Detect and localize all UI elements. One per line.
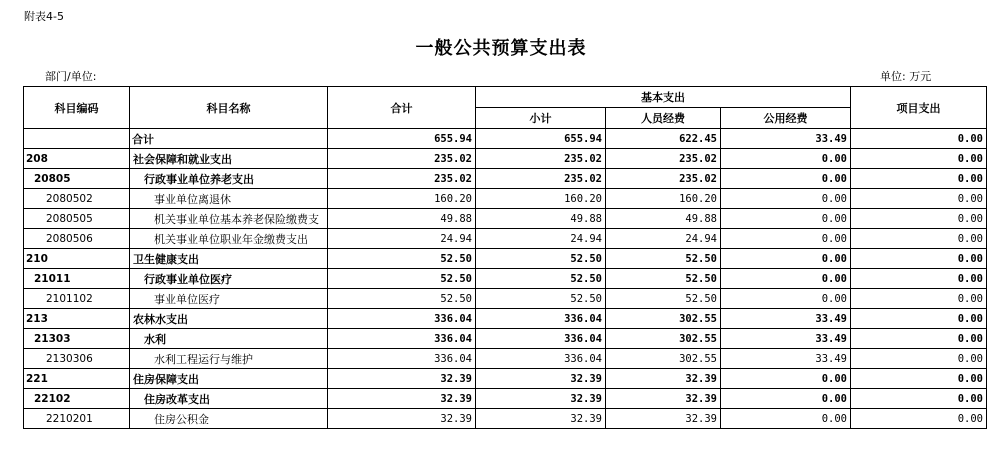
cell-subtotal: 52.50 — [476, 249, 606, 269]
cell-subtotal: 336.04 — [476, 329, 606, 349]
cell-personnel: 32.39 — [606, 409, 721, 429]
cell-name: 水利 — [130, 329, 328, 349]
cell-name: 事业单位医疗 — [130, 289, 328, 309]
cell-project: 0.00 — [851, 349, 987, 369]
cell-name: 合计 — [130, 129, 328, 149]
cell-personnel: 52.50 — [606, 289, 721, 309]
cell-project: 0.00 — [851, 229, 987, 249]
cell-total: 655.94 — [328, 129, 476, 149]
cell-code — [24, 129, 130, 149]
table-row — [24, 229, 987, 249]
cell-public: 0.00 — [721, 229, 851, 249]
cell-total: 32.39 — [328, 389, 476, 409]
header-personnel: 人员经费 — [606, 108, 721, 129]
cell-project: 0.00 — [851, 409, 987, 429]
header-project: 项目支出 — [851, 87, 987, 129]
cell-public: 33.49 — [721, 349, 851, 369]
cell-code: 210 — [24, 249, 130, 269]
cell-name: 社会保障和就业支出 — [130, 149, 328, 169]
header-code: 科目编码 — [24, 87, 130, 129]
cell-public: 33.49 — [721, 129, 851, 149]
cell-public: 0.00 — [721, 289, 851, 309]
cell-subtotal: 52.50 — [476, 269, 606, 289]
table-row-total — [24, 129, 987, 149]
cell-total: 24.94 — [328, 229, 476, 249]
cell-name: 住房改革支出 — [130, 389, 328, 409]
header-total: 合计 — [328, 87, 476, 129]
cell-public: 33.49 — [721, 329, 851, 349]
cell-public: 0.00 — [721, 249, 851, 269]
cell-total: 160.20 — [328, 189, 476, 209]
cell-code: 208 — [24, 149, 130, 169]
cell-public: 33.49 — [721, 309, 851, 329]
cell-name: 事业单位离退休 — [130, 189, 328, 209]
cell-project: 0.00 — [851, 209, 987, 229]
cell-public: 0.00 — [721, 409, 851, 429]
cell-personnel: 49.88 — [606, 209, 721, 229]
table-row — [24, 189, 987, 209]
cell-subtotal: 32.39 — [476, 409, 606, 429]
cell-project: 0.00 — [851, 329, 987, 349]
cell-name: 机关事业单位基本养老保险缴费支 — [130, 209, 328, 229]
cell-public: 0.00 — [721, 269, 851, 289]
cell-name: 机关事业单位职业年金缴费支出 — [130, 229, 328, 249]
cell-code: 21303 — [24, 329, 130, 349]
cell-total: 32.39 — [328, 369, 476, 389]
table-row — [24, 249, 987, 269]
cell-name: 住房公积金 — [130, 409, 328, 429]
cell-subtotal: 24.94 — [476, 229, 606, 249]
cell-project: 0.00 — [851, 189, 987, 209]
cell-name: 水利工程运行与维护 — [130, 349, 328, 369]
cell-subtotal: 32.39 — [476, 369, 606, 389]
page-title: 一般公共预算支出表 — [415, 38, 587, 59]
cell-name: 农林水支出 — [130, 309, 328, 329]
table-row — [24, 349, 987, 369]
table-row — [24, 269, 987, 289]
cell-code: 20805 — [24, 169, 130, 189]
cell-code: 2130306 — [24, 349, 130, 369]
cell-total: 52.50 — [328, 249, 476, 269]
attachment-label: 附表4-5 — [24, 10, 64, 23]
cell-total: 32.39 — [328, 409, 476, 429]
cell-total: 235.02 — [328, 149, 476, 169]
table-row — [24, 149, 987, 169]
cell-public: 0.00 — [721, 369, 851, 389]
cell-name: 住房保障支出 — [130, 369, 328, 389]
cell-name: 行政事业单位医疗 — [130, 269, 328, 289]
cell-personnel: 52.50 — [606, 269, 721, 289]
cell-subtotal: 235.02 — [476, 149, 606, 169]
cell-personnel: 302.55 — [606, 309, 721, 329]
cell-code: 2080505 — [24, 209, 130, 229]
cell-project: 0.00 — [851, 249, 987, 269]
cell-total: 336.04 — [328, 329, 476, 349]
cell-total: 336.04 — [328, 349, 476, 369]
cell-personnel: 302.55 — [606, 349, 721, 369]
cell-code: 2210201 — [24, 409, 130, 429]
header-basic: 基本支出 — [476, 87, 851, 108]
cell-name: 卫生健康支出 — [130, 249, 328, 269]
cell-public: 0.00 — [721, 189, 851, 209]
cell-personnel: 235.02 — [606, 149, 721, 169]
cell-personnel: 32.39 — [606, 369, 721, 389]
department-label: 部门/单位: — [45, 70, 97, 83]
header-name: 科目名称 — [130, 87, 328, 129]
cell-public: 0.00 — [721, 169, 851, 189]
cell-project: 0.00 — [851, 309, 987, 329]
cell-total: 336.04 — [328, 309, 476, 329]
cell-project: 0.00 — [851, 289, 987, 309]
table-row — [24, 329, 987, 349]
budget-table — [23, 86, 987, 429]
cell-public: 0.00 — [721, 209, 851, 229]
cell-project: 0.00 — [851, 269, 987, 289]
cell-project: 0.00 — [851, 369, 987, 389]
cell-code: 2080502 — [24, 189, 130, 209]
cell-personnel: 52.50 — [606, 249, 721, 269]
cell-personnel: 622.45 — [606, 129, 721, 149]
cell-project: 0.00 — [851, 129, 987, 149]
cell-public: 0.00 — [721, 389, 851, 409]
cell-total: 235.02 — [328, 169, 476, 189]
cell-total: 49.88 — [328, 209, 476, 229]
cell-subtotal: 655.94 — [476, 129, 606, 149]
cell-project: 0.00 — [851, 389, 987, 409]
cell-code: 221 — [24, 369, 130, 389]
cell-total: 52.50 — [328, 289, 476, 309]
cell-total: 52.50 — [328, 269, 476, 289]
table-row — [24, 289, 987, 309]
cell-subtotal: 336.04 — [476, 349, 606, 369]
cell-personnel: 235.02 — [606, 169, 721, 189]
unit-label: 单位: 万元 — [880, 70, 932, 83]
table-row — [24, 309, 987, 329]
cell-subtotal: 160.20 — [476, 189, 606, 209]
cell-subtotal: 336.04 — [476, 309, 606, 329]
cell-subtotal: 49.88 — [476, 209, 606, 229]
cell-code: 2080506 — [24, 229, 130, 249]
table-row — [24, 169, 987, 189]
table-row — [24, 209, 987, 229]
header-subtotal: 小计 — [476, 108, 606, 129]
cell-code: 2101102 — [24, 289, 130, 309]
cell-personnel: 24.94 — [606, 229, 721, 249]
cell-code: 213 — [24, 309, 130, 329]
cell-personnel: 160.20 — [606, 189, 721, 209]
cell-personnel: 302.55 — [606, 329, 721, 349]
table-row — [24, 389, 987, 409]
cell-name: 行政事业单位养老支出 — [130, 169, 328, 189]
cell-project: 0.00 — [851, 149, 987, 169]
cell-code: 21011 — [24, 269, 130, 289]
cell-personnel: 32.39 — [606, 389, 721, 409]
cell-subtotal: 52.50 — [476, 289, 606, 309]
cell-subtotal: 235.02 — [476, 169, 606, 189]
table-row — [24, 409, 987, 429]
cell-subtotal: 32.39 — [476, 389, 606, 409]
cell-project: 0.00 — [851, 169, 987, 189]
cell-code: 22102 — [24, 389, 130, 409]
header-public: 公用经费 — [721, 108, 851, 129]
table-row — [24, 369, 987, 389]
cell-public: 0.00 — [721, 149, 851, 169]
